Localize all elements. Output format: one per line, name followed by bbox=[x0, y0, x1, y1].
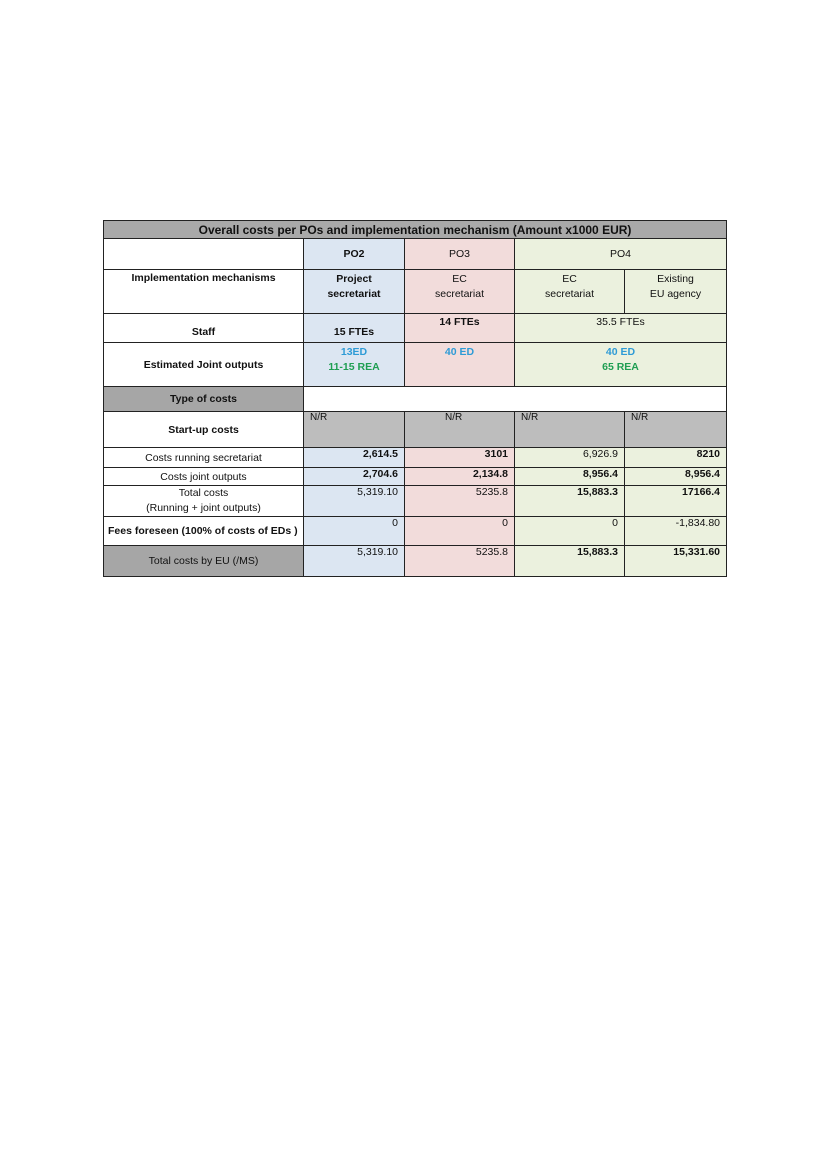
eu-total-po4-ec: 15,883.3 bbox=[515, 546, 625, 577]
impl-po3: EC secretariat bbox=[405, 270, 515, 314]
implementation-label: Implementation mechanisms bbox=[104, 270, 304, 314]
total-po4-ec: 15,883.3 bbox=[515, 486, 625, 517]
eu-total-po3: 5235.8 bbox=[405, 546, 515, 577]
header-po3: PO3 bbox=[405, 239, 515, 270]
total-po3: 5235.8 bbox=[405, 486, 515, 517]
joint-outputs-label: Estimated Joint outputs bbox=[104, 343, 304, 387]
total-costs-label: Total costs (Running + joint outputs) bbox=[104, 486, 304, 517]
startup-label: Start-up costs bbox=[104, 412, 304, 448]
fees-po3: 0 bbox=[405, 517, 515, 546]
staff-po3: 14 FTEs bbox=[405, 314, 515, 343]
type-of-costs-label: Type of costs bbox=[104, 387, 304, 412]
eu-total-label: Total costs by EU (/MS) bbox=[104, 546, 304, 577]
joint-costs-label: Costs joint outputs bbox=[104, 468, 304, 486]
header-po4: PO4 bbox=[515, 239, 727, 270]
joint-outputs-po4: 40 ED 65 REA bbox=[515, 343, 727, 387]
fees-po4-agency: -1,834.80 bbox=[625, 517, 727, 546]
running-po3: 3101 bbox=[405, 448, 515, 468]
type-of-costs-blank bbox=[304, 387, 727, 412]
eu-total-po4-agency: 15,331.60 bbox=[625, 546, 727, 577]
staff-po2: 15 FTEs bbox=[304, 314, 405, 343]
startup-po4-agency: N/R bbox=[625, 412, 727, 448]
joint-po4-agency: 8,956.4 bbox=[625, 468, 727, 486]
joint-outputs-po2: 13ED 11-15 REA bbox=[304, 343, 405, 387]
fees-po2: 0 bbox=[304, 517, 405, 546]
table-title: Overall costs per POs and implementation mechanism (Amount x1000 EUR) bbox=[104, 221, 727, 239]
eu-total-po2: 5,319.10 bbox=[304, 546, 405, 577]
running-po2: 2,614.5 bbox=[304, 448, 405, 468]
overall-costs-table bbox=[103, 220, 727, 577]
running-po4-ec: 6,926.9 bbox=[515, 448, 625, 468]
startup-po3: N/R bbox=[405, 412, 515, 448]
header-po2: PO2 bbox=[304, 239, 405, 270]
impl-po4-ec: EC secretariat bbox=[515, 270, 625, 314]
impl-po4-agency: Existing EU agency bbox=[625, 270, 727, 314]
joint-outputs-po3: 40 ED bbox=[405, 343, 515, 387]
startup-po2: N/R bbox=[304, 412, 405, 448]
running-label: Costs running secretariat bbox=[104, 448, 304, 468]
joint-po2: 2,704.6 bbox=[304, 468, 405, 486]
corner-cell bbox=[104, 239, 304, 270]
total-po2: 5,319.10 bbox=[304, 486, 405, 517]
joint-po3: 2,134.8 bbox=[405, 468, 515, 486]
startup-po4-ec: N/R bbox=[515, 412, 625, 448]
joint-po4-ec: 8,956.4 bbox=[515, 468, 625, 486]
total-po4-agency: 17166.4 bbox=[625, 486, 727, 517]
staff-label: Staff bbox=[104, 314, 304, 343]
staff-po4: 35.5 FTEs bbox=[515, 314, 727, 343]
impl-po2: Project secretariat bbox=[304, 270, 405, 314]
fees-po4-ec: 0 bbox=[515, 517, 625, 546]
fees-label: Fees foreseen (100% of costs of EDs ) bbox=[104, 517, 304, 546]
running-po4-agency: 8210 bbox=[625, 448, 727, 468]
